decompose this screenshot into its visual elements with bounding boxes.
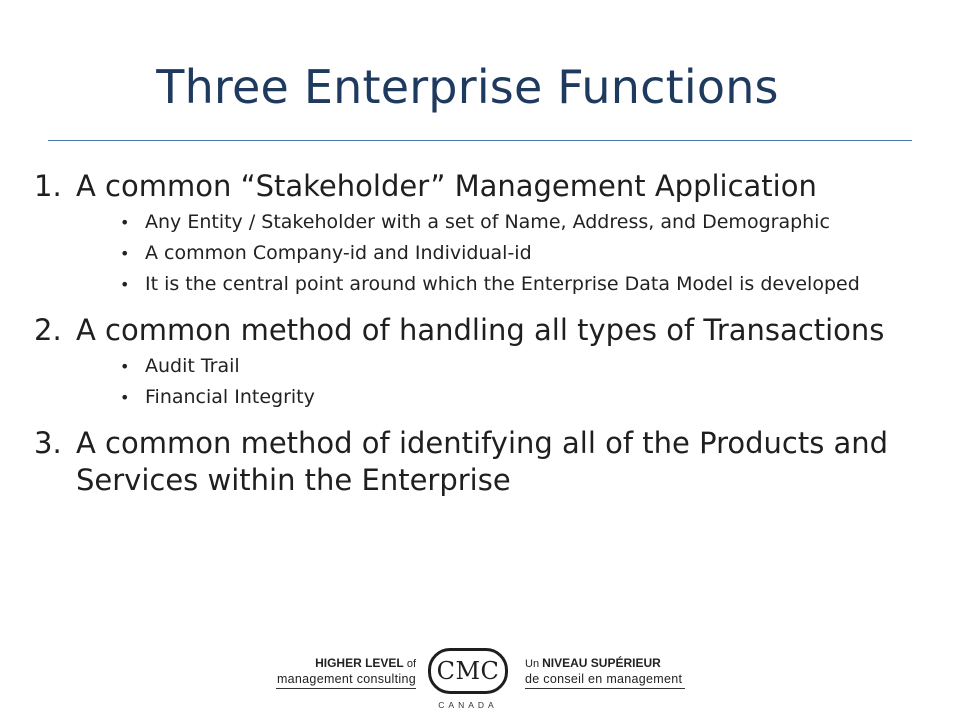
logo-left-sub: management consulting: [276, 672, 416, 689]
sub-item-text: It is the central point around which the Enterprise Data Model is developed: [145, 273, 860, 295]
sub-item: [34, 384, 924, 411]
sub-item-text: Any Entity / Stakeholder with a set of Name, Address, and Demographic: [145, 211, 830, 233]
logo-right-heading: NIVEAU SUPÉRIEUR: [542, 656, 661, 670]
sub-item: [34, 353, 924, 380]
logo-french-tagline: [525, 656, 685, 689]
sub-item: [34, 271, 924, 298]
logo-left-heading-suffix: of: [403, 658, 416, 670]
bullet-icon: •: [120, 357, 130, 376]
logo-country: CANADA: [438, 700, 498, 710]
title-divider: [48, 140, 912, 141]
logo-emblem-text: CMC: [436, 657, 500, 685]
cmc-canada-logo: [272, 642, 688, 716]
bullet-icon: •: [120, 388, 130, 407]
bullet-icon: •: [120, 244, 130, 263]
sub-item-text: Financial Integrity: [145, 386, 315, 408]
bullet-icon: •: [120, 275, 130, 294]
list-item-2: [34, 312, 924, 411]
item-text: A common method of identifying all of the Products and Services within the Enterprise: [76, 426, 889, 497]
logo-right-sub: de conseil en management: [525, 672, 685, 689]
sub-item-text: Audit Trail: [145, 355, 240, 377]
sub-list: [34, 209, 924, 298]
cmc-emblem-icon: [428, 648, 508, 694]
item-text: A common method of handling all types of Transactions: [76, 313, 885, 347]
logo-left-heading: HIGHER LEVEL: [315, 656, 404, 670]
slide-content: [34, 168, 924, 499]
sub-item: [34, 209, 924, 236]
item-number: 2.: [34, 313, 62, 347]
list-item-3: [34, 425, 924, 499]
item-text: A common “Stakeholder” Management Application: [76, 169, 817, 203]
logo-english-tagline: [276, 656, 416, 689]
bullet-icon: •: [120, 213, 130, 232]
sub-list: [34, 353, 924, 411]
slide-title: Three Enterprise Functions: [156, 60, 779, 114]
list-item-1: [34, 168, 924, 298]
logo-right-heading-prefix: Un: [525, 658, 543, 670]
sub-item-text: A common Company-id and Individual-id: [145, 242, 532, 264]
item-number: 1.: [34, 169, 62, 203]
sub-item: [34, 240, 924, 267]
item-number: 3.: [34, 426, 62, 460]
